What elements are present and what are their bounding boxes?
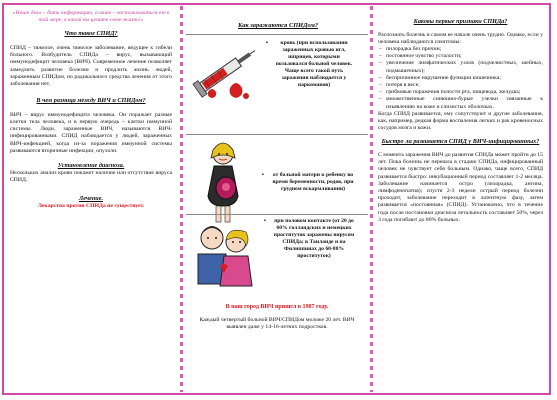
city-hiv-year: В наш город ВИЧ пришел в 1987 году. <box>225 304 329 310</box>
paragraph-complications: Когда СПИД развивается, ему сопутствуют и другие заболевания, как, например, редкая форма воспаления легких и рак кровеносных сосудов мозга и кожи. <box>378 110 543 132</box>
symptom-item: – беспричинное нарушение функции кишечника; <box>378 75 543 82</box>
teen-statistic: Каждый четвертый больной ВИЧ/СПИДом моложе 20 лет. ВИЧ выявлен даже у 14-16-летних подростков. <box>199 317 355 331</box>
heading-what-is-aids: Что такое СПИД? <box>64 30 118 38</box>
list-item: ▪ от больной матери к ребенку во время беременности, родов, при грудном вскармливании) <box>262 172 358 193</box>
heading-hiv-vs-aids: В чем разница между ВИЧ и СПИДом? <box>36 97 146 105</box>
transmission-blood <box>266 40 356 89</box>
heading-treatment: Лечение. <box>78 195 104 203</box>
paragraph-treatment: Лекарства против СПИДа не существует. <box>37 202 145 209</box>
symptom-item: – постоянное чувство усталости; <box>378 53 543 60</box>
paragraph-first-signs: Распознать болезнь в самом ее начале очень трудно. Однако, если у человека наблюдаются симптомы: <box>378 31 543 45</box>
divider <box>186 34 368 35</box>
right-column <box>378 8 543 392</box>
symptom-item: – увеличение лимфатических узлов (подчелюстных, шейных, подмышечных); <box>378 60 543 74</box>
left-column <box>10 8 172 392</box>
syringe-blood-illustration <box>190 40 262 104</box>
list-item: ▪ при половом контакте (от 20 до 60% голландских и немецких проституток заражены вирусом СПИДа; в Таиланде и на Филиппинах до 60-80% проституток) <box>264 218 358 260</box>
transmission-sexual <box>264 218 358 260</box>
symptom-item: – пилорадка без причин; <box>378 46 543 53</box>
symptom-item: – множественные синюшно-бурые узелки связанные к изъявлению на коже и слизистых оболочках. <box>378 96 543 110</box>
heading-how-infected: Как заражаются СПИДом? <box>237 22 319 29</box>
couple-illustration <box>190 222 258 292</box>
symptom-item: – потеря в весе; <box>378 82 543 89</box>
symptom-item: – грибковые поражения полости рта, пищевода, желудка; <box>378 89 543 96</box>
paragraph-diagnosis: Нескольких анализ крови покажет наличие или отсутствие вируса СПИД. <box>10 169 172 183</box>
transmission-mother-child <box>262 172 358 193</box>
heading-progression: Быстро ли развивается СПИД у ВИЧ-инфицированных? <box>381 138 540 146</box>
fold-line-right <box>370 6 373 392</box>
epigraph: «Наше дело – дать информацию, а ваше – воспользоваться ею в той мере, в какой вы цените свою жизнь!» <box>12 10 170 24</box>
paragraph-progression: С момента заражения ВИЧ до развития СПИДа может пройти до 15 лет. Пока болезнь не перешла в стадию СПИДа, инфицированный человек не чувствует себя больным. Однако, чаще всего, СПИД развивается быстро: инкубационный период составляет 1-2 месяца. Заболевание начинается остро (лихорадка, ангина, лимфоденопатия); спустя 2-3 недели острый период болезни проходит, заболевание переходит в латентную фазу, затем развивается «постоянная» (СПИД). Установлено, что в течение года после постановки диагноза летальность составляет 50%, через 3 года погибают до 80% больных. <box>378 152 543 223</box>
heading-first-signs: Каковы первые признаки СПИДа? <box>413 18 508 25</box>
divider <box>186 214 368 215</box>
symptom-list <box>378 46 543 111</box>
list-item: ▪ кровь (при использовании зараженных кровью игл, шприцев, которыми пользовался больной человек. Чаще всего такой путь заражения наблюдается у наркоманов) <box>266 40 356 89</box>
divider <box>186 134 368 135</box>
fold-line-left <box>180 6 183 392</box>
heading-diagnosis: Установление диагноза. <box>57 162 125 170</box>
paragraph-what-is-aids: СПИД – тяжелое, очень тяжелое заболевание, ведущее к гибели больного. Возбудитель СПИДа – вирус, вызывающий иммунодефицит человека (ВИЧ). Современное лечение позволяет замедлить развитие болезни и продлить жизнь людей, зараженным СПИДом, но радикального средства лечения от этого заболевания нет. <box>10 45 172 88</box>
paragraph-hiv-vs-aids: ВИЧ – вирус иммунодефицита человека. Он поражает разные клетки тела человека, и в первую очередь – клетки иммунной системы. Люди, зараженные ВИЧ, называются ВИЧ-инфицированными. СПИД наблюдается у людей, зараженных ВИЧ-инфекцией, когда из-за поражения иммунной системы развиваются вторичные инфекции, опухоли. <box>10 111 172 154</box>
